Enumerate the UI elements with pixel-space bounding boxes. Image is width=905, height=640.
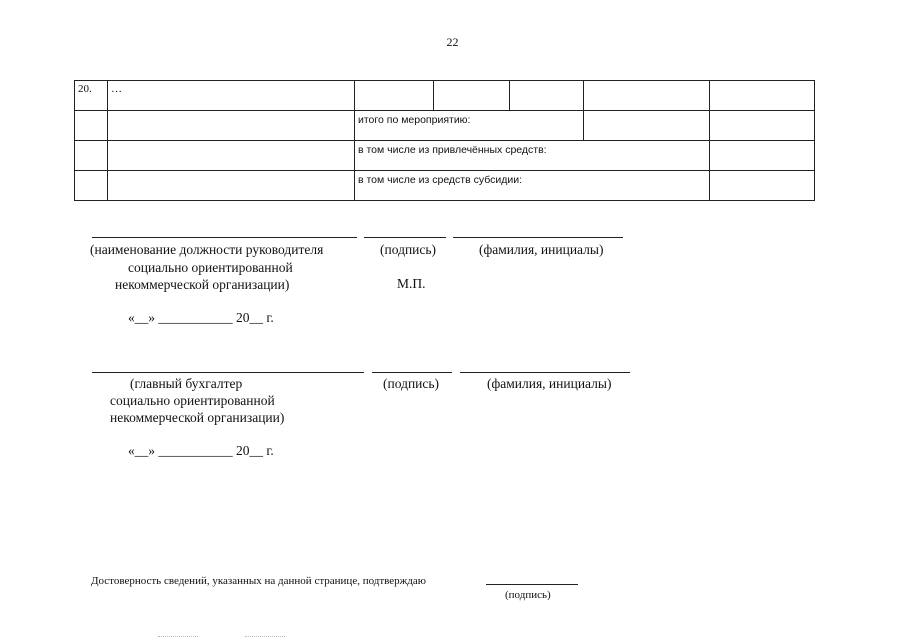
table-row [75,171,815,201]
accountant-signature-caption: (подпись) [383,376,440,391]
scan-artifact [158,636,198,637]
head-date-field: «__» ___________ 20__ г. [128,310,274,325]
scan-artifact [245,636,285,637]
table-cell [434,81,510,111]
table-cell [108,111,355,141]
table-cell [710,81,815,111]
confirmation-signature-line [486,584,578,585]
table-row [75,141,815,171]
attracted-label-cell: в том числе из привлечённых средств: [355,141,710,171]
report-table [74,80,815,201]
accountant-name-line [460,372,630,373]
head-signature-caption: (подпись) [380,242,437,257]
head-position-caption: социально ориентированной [128,260,293,275]
table-cell [108,141,355,171]
subsidy-label-cell: в том числе из средств субсидии: [355,171,710,201]
page-number: 22 [446,35,459,49]
accountant-position-line [92,372,364,373]
table-cell [75,111,108,141]
table-row [75,81,815,111]
table-cell [584,81,710,111]
head-name-caption: (фамилия, инициалы) [479,242,604,257]
accountant-date-field: «__» ___________ 20__ г. [128,443,274,458]
table-row [75,111,815,141]
table-cell [710,141,815,171]
table-cell [710,171,815,201]
confirmation-text: Достоверность сведений, указанных на данной странице, подтверждаю [91,575,426,587]
head-position-line [92,237,357,238]
table-cell [710,111,815,141]
table-cell [510,81,584,111]
accountant-signature-line [372,372,452,373]
table-cell [75,141,108,171]
table-cell [75,171,108,201]
confirmation-signature-caption: (подпись) [505,589,551,601]
head-position-caption: (наименование должности руководителя [90,242,324,257]
total-label-cell: итого по мероприятию: [355,111,584,141]
row-number-cell: 20. [75,81,108,111]
accountant-position-caption: социально ориентированной [110,393,275,408]
table-cell [355,81,434,111]
accountant-name-caption: (фамилия, инициалы) [487,376,612,391]
row-name-cell: … [108,81,355,111]
head-signature-line [364,237,446,238]
table-cell [584,111,710,141]
accountant-position-caption: некоммерческой организации) [110,410,285,425]
stamp-label: М.П. [397,276,426,291]
table-cell [108,171,355,201]
head-name-line [453,237,623,238]
accountant-position-caption: (главный бухгалтер [130,376,243,391]
head-position-caption: некоммерческой организации) [115,277,290,292]
